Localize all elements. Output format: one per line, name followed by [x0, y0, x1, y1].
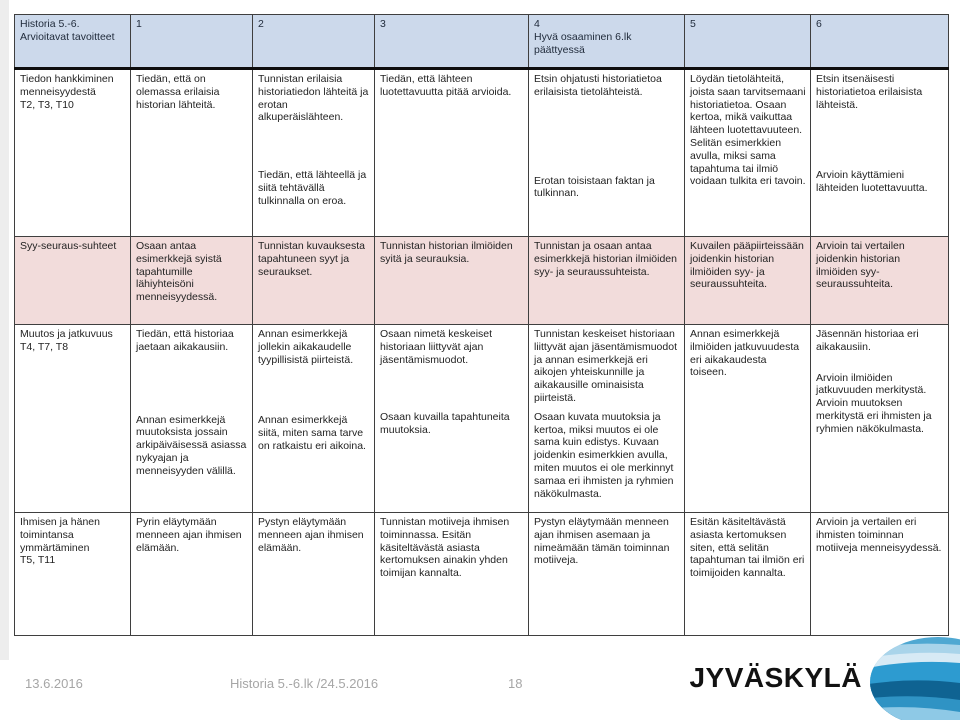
paragraph: Osaan nimetä keskeiset historiaan liittyvät ajan jäsentämismuodot. [380, 328, 493, 366]
paragraph: Löydän tietolähteitä, joista saan tarvitsemaani historiatietoa. Osaan kertoa, mikä vaikuttaa lähteen luotettavuuteen. [690, 73, 806, 137]
criteria-cell [375, 237, 529, 325]
table-row-syy-seuraus [15, 237, 949, 325]
jyvaskyla-logo-mark [862, 637, 960, 720]
criteria-cell [131, 325, 253, 513]
footer-date: 13.6.2016 [25, 676, 83, 691]
jyvaskyla-wordmark: JYVÄSKYLÄ [689, 662, 862, 693]
paragraph: Kuvailen pääpiirteissään joidenkin historian ilmiöiden syy- ja seuraussuhteita. [690, 240, 804, 291]
paragraph: Tunnistan keskeiset historiaan liittyvät ajan jäsentämismuodot ja annan esimerkkejä eri aikojen yhteiskunnille ja aikakausille ominaisista piirteistä. [534, 328, 677, 404]
criteria-cell [253, 513, 375, 636]
paragraph: Pystyn eläytymään menneen ajan ihmisen asemaan ja nimeämään tämän toiminnan motiiveja. [534, 516, 670, 567]
paragraph: Arvioin ilmiöiden jatkuvuuden merkitystä. [816, 371, 927, 397]
paragraph: Annan esimerkkejä siitä, miten sama tarve on ratkaistu eri aikoina. [258, 414, 366, 452]
paragraph: Osaan antaa esimerkkejä syistä tapahtumille lähiyhteisöni menneisyydessä. [136, 240, 222, 304]
criteria-cell [685, 513, 811, 636]
criteria-cell [529, 513, 685, 636]
paragraph: Tunnistan erilaisia historiatiedon lähteitä ja erotan alkuperäislähteen. [258, 73, 369, 124]
assessment-table [14, 14, 949, 636]
paragraph: Esitän käsiteltävästä asiasta kertomuksen siten, että selitän tapahtuman tai ilmiön eri toimijoiden kannalta. [690, 516, 805, 580]
criteria-cell [375, 513, 529, 636]
paragraph: Osaan kuvata muutoksia ja kertoa, miksi muutos ei ole sama kuin edistys. Kuvaan joidenkin esimerkkien avulla, miten muutos ei ole merkinnyt samaa eri ihmisten ja ryhmien näkökulmasta. [534, 410, 674, 500]
criteria-cell [811, 69, 949, 237]
paragraph: Jäsennän historiaa eri aikakausiin. [816, 328, 919, 353]
footer-page-number: 18 [508, 676, 523, 691]
paragraph: Arvioin tai vertailen joidenkin historian ilmiöiden syy-seuraussuhteita. [816, 240, 905, 291]
table-row-muutos-ja-jatkuvuus [15, 325, 949, 513]
level-header-6 [811, 15, 949, 69]
paragraph: Tunnistan motiiveja ihmisen toiminnassa. Esitän käsiteltävästä asiasta kertomuksen ainakin yhden toimijan kannalta. [380, 516, 510, 580]
level-number: 3 [380, 18, 386, 30]
goal-label: Syy-seuraus-suhteet [20, 240, 117, 252]
paragraph: Annan esimerkkejä muutoksista jossain arkipäiväisessä asiassa nykyajan ja menneisyyden välillä. [136, 413, 247, 477]
goal-label: Tiedon hankkiminen menneisyydestä [20, 73, 114, 98]
criteria-cell [529, 325, 685, 513]
criteria-cell [529, 69, 685, 237]
criteria-cell [131, 237, 253, 325]
row-header [15, 325, 131, 513]
criteria-cell [131, 69, 253, 237]
goal-codes: T5, T11 [20, 554, 56, 567]
row-header [15, 69, 131, 237]
paragraph: Etsin ohjatusti historiatietoa erilaisista tietolähteistä. [534, 73, 662, 98]
paragraph: Tiedän, että lähteen luotettavuutta pitää arvioida. [380, 73, 512, 98]
row-header [15, 513, 131, 636]
criteria-cell [253, 237, 375, 325]
paragraph: Arvioin muutoksen merkitystä eri ihmisten ja ryhmien näkökulmasta. [816, 397, 932, 435]
criteria-cell [529, 237, 685, 325]
slide-edge-strip [0, 0, 9, 660]
row-header [15, 237, 131, 325]
level-number: 2 [258, 18, 264, 30]
paragraph: Osaan kuvailla tapahtuneita muutoksia. [380, 411, 510, 437]
paragraph: Tiedän, että on olemassa erilaisia historian lähteitä. [136, 73, 220, 111]
criteria-cell [811, 237, 949, 325]
paragraph: Tiedän, että historiaa jaetaan aikakausiin. [136, 328, 234, 353]
paragraph: Tunnistan historian ilmiöiden syitä ja seurauksia. [380, 240, 513, 265]
paragraph: Arvioin ja vertailen eri ihmisten toiminnan motiiveja menneisyydessä. [816, 516, 942, 554]
goal-codes: T2, T3, T10 [20, 98, 74, 111]
paragraph: Pyrin eläytymään menneen ajan ihmisen elämään. [136, 516, 242, 554]
table-row-ihmisen-toiminta [15, 513, 949, 636]
paragraph: Tunnistan ja osaan antaa esimerkkejä historian ilmiöiden syy- ja seuraussuhteista. [534, 240, 677, 278]
level-header-5 [685, 15, 811, 69]
table-row-tiedon-hankkiminen [15, 69, 949, 237]
criteria-cell [685, 325, 811, 513]
corner-header-cell [15, 15, 131, 69]
criteria-cell [811, 513, 949, 636]
criteria-cell [253, 69, 375, 237]
criteria-cell [253, 325, 375, 513]
criteria-cell [375, 325, 529, 513]
corner-header-label: Historia 5.-6. Arvioitavat tavoitteet [20, 18, 115, 43]
level-number: 4 [534, 18, 540, 30]
level-number: 5 [690, 18, 696, 30]
level-number: 6 [816, 18, 822, 30]
paragraph: Arvioin käyttämieni lähteiden luotettavuutta. [816, 169, 928, 195]
criteria-cell [685, 69, 811, 237]
paragraph: Annan esimerkkejä ilmiöiden jatkuvuudesta eri aikakaudesta toiseen. [690, 328, 800, 379]
level-header-2 [253, 15, 375, 69]
goal-codes: T4, T7, T8 [20, 340, 69, 353]
level-header-1 [131, 15, 253, 69]
paragraph: Tunnistan kuvauksesta tapahtuneen syyt ja seuraukset. [258, 240, 366, 278]
criteria-cell [811, 325, 949, 513]
criteria-cell [375, 69, 529, 237]
criteria-cell [131, 513, 253, 636]
criteria-cell [685, 237, 811, 325]
level-header-3 [375, 15, 529, 69]
paragraph: Erotan toisistaan faktan ja tulkinnan. [534, 174, 655, 200]
level-subtitle: Hyvä osaaminen 6.lk päättyessä [534, 30, 632, 56]
paragraph: Etsin itsenäisesti historiatietoa erilaisista lähteistä. [816, 73, 923, 111]
paragraph: Pystyn eläytymään menneen ajan ihmisen elämään. [258, 516, 364, 554]
goal-label: Muutos ja jatkuvuus [20, 328, 113, 340]
level-header-4 [529, 15, 685, 69]
paragraph: Annan esimerkkejä jollekin aikakaudelle tyypillisistä piirteistä. [258, 328, 354, 366]
paragraph: Tiedän, että lähteellä ja siitä tehtävällä tulkinnalla on eroa. [258, 169, 367, 207]
header-row [15, 15, 949, 69]
paragraph: Selitän esimerkkien avulla, miksi sama tapahtuma tai ilmiö voidaan tulkita eri tavoin. [690, 136, 806, 188]
level-number: 1 [136, 18, 142, 30]
footer-title: Historia 5.-6.lk /24.5.2016 [230, 676, 379, 691]
goal-label: Ihmisen ja hänen toimintansa ymmärtäminen [20, 516, 100, 554]
